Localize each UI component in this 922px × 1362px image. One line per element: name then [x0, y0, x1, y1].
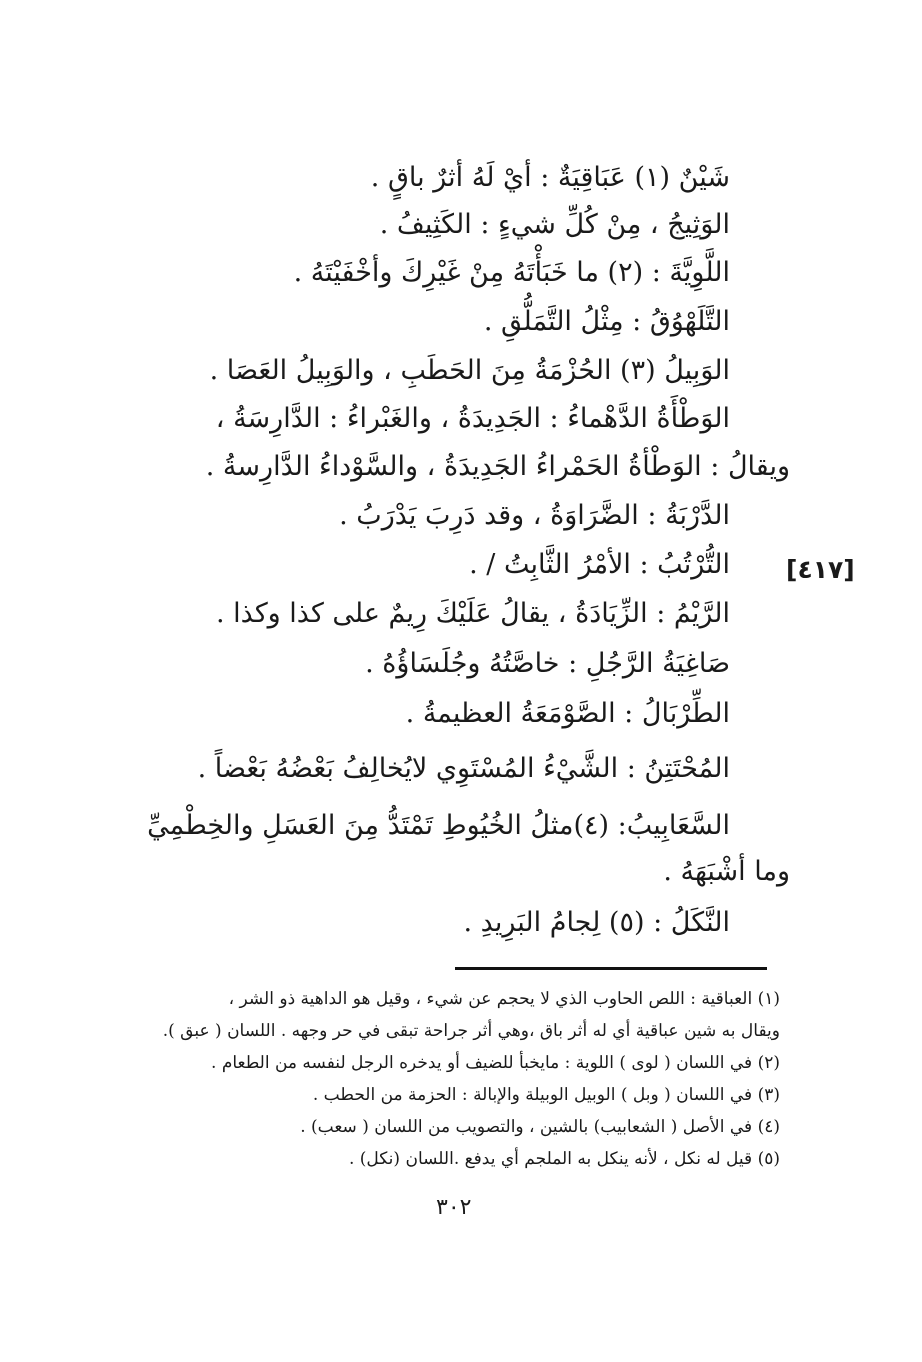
entry-line: السَّعَابِيبُ: (٤)مثلُ الخُيُوطِ تَمْتَدُّ مِنَ العَسَلِ والخِطْمِيِّ: [147, 810, 730, 841]
footnote-line: (٥) قيل له نكل ، لأنه ينكل به الملجم أي يدفع .اللسان (نكل) .: [348, 1149, 780, 1169]
entry-line: اللَّوِيَّةَ : (٢) ما خَبَأْتَهُ مِنْ غَيْرِكَ وأخْفَيْتَهُ .: [293, 257, 730, 288]
entry-line: المُحْتَتِنُ : الشَّيْءُ المُسْتَوِي لايُخالِفُ بَعْضُهُ بَعْضاً .: [197, 753, 730, 784]
footnote-line: (٣) في اللسان ( وبل ) الوبيل الوبيلة والإبالة : الحزمة من الحطب .: [312, 1085, 780, 1105]
entry-line: الوَبِيلُ (٣) الحُزْمَةُ مِنَ الحَطَبِ ، والوَبِيلُ العَصَا .: [209, 355, 730, 386]
entry-line: وما أشْبَهَهُ .: [663, 856, 790, 887]
footnote-separator: [455, 967, 767, 970]
entry-line: صَاغِيَةُ الرَّجُلِ : خاصَّتُهُ وجُلَسَاؤُهُ .: [365, 648, 730, 679]
entry-line: الرَّيْمُ : الزِّيَادَةُ ، يقالُ عَلَيْكَ رِيمٌ على كذا وكذا .: [215, 598, 730, 629]
page-number: ٣٠٢: [436, 1195, 472, 1220]
entry-line: التَّلَهْوُقُ : مِثْلُ التَّمَلُّقِ .: [483, 306, 730, 337]
entry-line: الدَّرْبَةُ : الضَّرَاوَةُ ، وقد دَرِبَ يَدْرَبُ .: [339, 500, 730, 531]
entry-line: الطِّرْبَالُ : الصَّوْمَعَةُ العظيمةُ .: [405, 698, 730, 729]
dictionary-entries: [147, 0, 790, 960]
footnote-line: (٤) في الأصل ( الشعابيب) بالشين ، والتصويب من اللسان ( سعب) .: [300, 1117, 780, 1137]
entry-line: الوَثِيجُ ، مِنْ كُلِّ شيءٍ : الكَثِيفُ .: [379, 209, 730, 240]
entry-line: شَيْنٌ (١) عَبَاقِيَةٌ : أيْ لَهُ أثرٌ باقٍ .: [370, 162, 730, 193]
folio-marker: [٤١٧]: [786, 555, 855, 584]
footnote-line: (١) العباقية : اللص الحاوب الذي لا يحجم عن شيء ، وقيل هو الداهية ذو الشر ،: [228, 989, 780, 1009]
footnote-line: (٢) في اللسان ( لوى ) اللوية : مايخبأ للضيف أو يدخره الرجل لنفسه من الطعام .: [211, 1053, 780, 1073]
entry-line: الوَطْأَةُ الدَّهْماءُ : الجَدِيدَةُ ، والغَبْراءُ : الدَّارِسَةُ ،: [215, 403, 730, 434]
entry-line: التُّرْتُبُ : الأمْرُ الثَّابِتُ / .: [469, 549, 730, 580]
entry-line: ويقالُ : الوَطْأةُ الحَمْراءُ الجَدِيدَةُ ، والسَّوْداءُ الدَّارِسةُ .: [205, 451, 790, 482]
entry-line: النَّكَلُ : (٥) لِجامُ البَرِيدِ .: [463, 907, 730, 938]
footnote-line: ويقال به شين عباقية أي له أثر باق ،وهي أثر جراحة تبقى في حر وجهه . اللسان ( عبق ).: [162, 1021, 780, 1041]
